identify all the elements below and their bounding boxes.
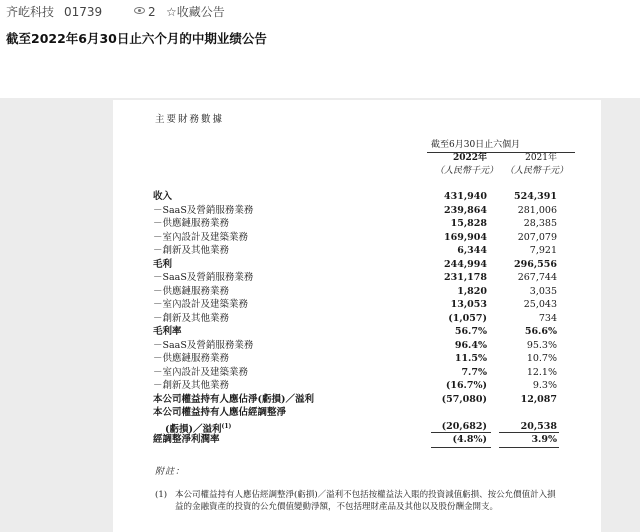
rule-below-last-row [431, 447, 491, 448]
table-row [113, 217, 601, 230]
value-2021: 56.6% [524, 326, 557, 337]
table-row [113, 325, 601, 338]
value-2021: 281,006 [517, 204, 557, 216]
table-row [113, 271, 601, 284]
value-2022: (16.7%) [445, 380, 487, 391]
value-2021: 25,043 [523, 299, 557, 310]
table-row [113, 231, 601, 244]
value-2021: 12,087 [520, 393, 557, 405]
footnote-marker: (1) [221, 422, 232, 430]
row-label: －供應鏈服務業務 [153, 285, 230, 297]
view-count: 2 [134, 5, 156, 19]
value-2022: 6,344 [457, 245, 487, 256]
value-2021: 207,079 [517, 231, 557, 243]
document-page [113, 100, 601, 532]
table-row [113, 312, 601, 325]
value-2021: 7,921 [529, 245, 557, 256]
value-2021: 734 [538, 312, 557, 324]
row-label: (虧損)／溢利$^{(1)}$ [165, 422, 232, 435]
table-row [113, 285, 601, 298]
row-label: －室內設計及建築業務 [153, 299, 249, 310]
top-bar [0, 0, 640, 26]
row-label: －室內設計及建築業務 [153, 231, 249, 243]
row-label: －創新及其他業務 [153, 380, 230, 391]
value-2021: 10.7% [526, 353, 557, 364]
favorite-button[interactable]: ☆收藏公告 [166, 5, 225, 19]
company-name[interactable]: 齐屹科技 [6, 5, 55, 19]
value-2022: 96.4% [454, 339, 487, 351]
section-title: 主要財務數據 [155, 114, 225, 125]
value-2021: 9.3% [532, 380, 557, 391]
value-2021: 12.1% [526, 366, 557, 378]
table-row [113, 379, 601, 392]
stock-code: 01739 [64, 5, 103, 19]
rule-above-last-row [431, 432, 491, 433]
table-row [113, 339, 601, 352]
value-2022: 239,864 [444, 204, 487, 216]
row-label: －創新及其他業務 [153, 312, 230, 324]
row-label: －SaaS及營銷服務業務 [153, 272, 254, 283]
value-2022: 56.7% [454, 326, 487, 337]
rule-below-last-row [499, 447, 559, 448]
value-2021: 3.9% [531, 434, 557, 445]
table-row [113, 433, 601, 446]
table-row [113, 190, 601, 203]
row-label: －SaaS及營銷服務業務 [153, 204, 254, 216]
row-label: 本公司權益持有人應佔淨(虧損)／溢利 [153, 393, 314, 405]
row-label: 本公司權益持有人應佔經調整淨 [153, 407, 287, 418]
notes-title: 附註： [155, 467, 186, 477]
value-2022: 7.7% [461, 366, 487, 378]
value-2021: 267,744 [517, 272, 557, 283]
value-2022: (57,080) [441, 393, 487, 405]
value-2021: 20,538 [520, 420, 557, 432]
unit-2022-header: （人民幣千元） [434, 166, 498, 176]
value-2022: (1,057) [448, 312, 487, 324]
value-2021: 524,391 [514, 191, 557, 202]
eye-icon [134, 7, 145, 14]
row-label: 經調整淨利潤率 [153, 434, 220, 445]
table-row [113, 244, 601, 257]
year-2022-header: 2022年 [452, 153, 487, 163]
value-2022: 169,904 [444, 231, 487, 243]
table-row [113, 258, 601, 271]
value-2022: 244,994 [444, 258, 487, 270]
year-2021-header: 2021年 [525, 153, 557, 163]
page-title: 截至2022年6月30日止六个月的中期业绩公告 [6, 31, 267, 46]
row-label: －供應鏈服務業務 [153, 353, 230, 364]
row-label: －SaaS及營銷服務業務 [153, 339, 254, 351]
table-row [113, 393, 601, 406]
table-row [113, 420, 601, 433]
value-2022: 13,053 [450, 299, 487, 310]
value-2022: 15,828 [450, 218, 487, 229]
unit-2021-header: （人民幣千元） [504, 166, 568, 176]
row-label: －供應鏈服務業務 [153, 218, 230, 229]
row-label: 收入 [153, 191, 173, 202]
value-2021: 28,385 [523, 218, 557, 229]
row-label: －室內設計及建築業務 [153, 366, 249, 378]
row-label: －創新及其他業務 [153, 245, 230, 256]
rule-above-last-row [499, 432, 559, 433]
note-text: 本公司權益持有人應佔經調整淨(虧損)／溢利不包括按權益法入賬的投資減值虧損、按公允價值計入損益的金融資產的投資的公允價值變動淨額，不包括理財產品及其他以及股份酬金開支。 [175, 490, 556, 512]
table-row [113, 298, 601, 311]
row-label: 毛利率 [153, 326, 182, 337]
table-row [113, 366, 601, 379]
value-2021: 296,556 [514, 258, 557, 270]
note-number: (1) [155, 490, 168, 500]
value-2021: 95.3% [526, 339, 557, 351]
table-row [113, 204, 601, 217]
table-row [113, 406, 601, 419]
row-label: 毛利 [153, 258, 173, 270]
table-row [113, 352, 601, 365]
value-2022: 1,820 [457, 285, 487, 297]
value-2022: 11.5% [454, 353, 487, 364]
value-2022: (4.8%) [452, 434, 487, 445]
value-2022: 431,940 [444, 191, 487, 202]
period-header: 截至6月30日止六個月 [431, 140, 521, 150]
value-2021: 3,035 [529, 285, 557, 297]
value-2022: 231,178 [444, 272, 487, 283]
value-2022: (20,682) [441, 420, 487, 432]
